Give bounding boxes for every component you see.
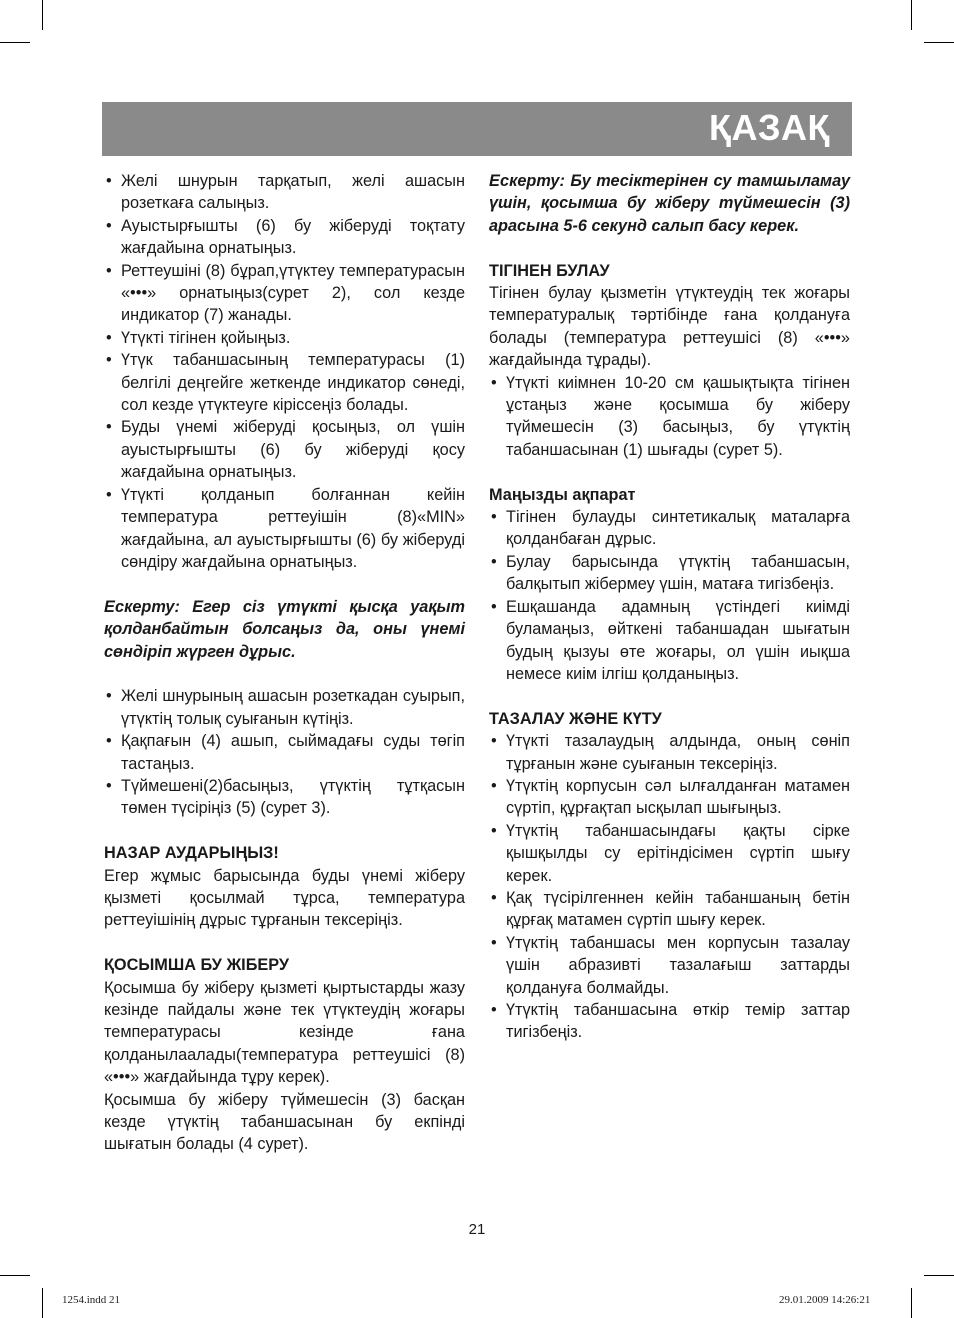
crop-mark <box>0 1275 30 1276</box>
vertical-steam-text: Тігінен булау қызметін үтүктеудің тек жоғары температуралық тәртібінде ғана қолдануға болады (температура реттеушісі (8) «•••» жағдайында тұрады). <box>489 284 850 370</box>
after-use-steps-list <box>104 685 465 819</box>
list-item: • Үтүкті киімнен 10-20 см қашықтықта тігінен ұстаңыз және қосымша бу жіберу түймешесін (3) басыңыз, бу үтүктің табаншасынан (1) шығады (сурет 5). <box>489 372 850 462</box>
crop-mark <box>0 42 30 43</box>
date-info: 29.01.2009 14:26:21 <box>779 1294 871 1306</box>
important-info-heading: Маңызды ақпарат <box>489 485 636 504</box>
list-item: • Булау барысында үтүктің табаншасын, балқытып жібермеу үшін, матаға тигізбеңіз. <box>489 551 850 596</box>
extra-steam-heading: ҚОСЫМША БУ ЖІБЕРУ <box>104 956 290 975</box>
file-info: 1254.indd 21 <box>62 1294 121 1306</box>
warning-note: Ескерту: Егер сіз үтүкті қысқа уақыт қолданбайтын болсаңыз да, оны үнемі сөндіріп жүрген дұрыс. <box>104 597 465 661</box>
list-item: • Үтүкті тазалаудың алдында, оның сөніп тұрғанын және суығанын тексеріңіз. <box>489 730 850 775</box>
list-item: • Үтүк табаншасының температурасы (1) белгілі деңгейге жеткенде индикатор сөнеді, сол кезде үтүктеуге кіріссеңіз болады. <box>104 349 465 416</box>
attention-heading: НАЗАР АУДАРЫҢЫЗ! <box>104 844 279 863</box>
cleaning-heading: ТАЗАЛАУ ЖӘНЕ КҮТУ <box>489 709 662 728</box>
list-item: • Қақ түсірілгеннен кейін табаншаның бетін құрғақ матамен сүртіп шығу керек. <box>489 887 850 932</box>
list-item: • Ешқашанда адамның үстіндегі киімді буламаңыз, өйткені табаншадан шығатын будың қызуы өте жоғары, ол үшін иықша немесе киім ілгіш қолданыңыз. <box>489 596 850 686</box>
list-item: • Желі шнурының ашасын розеткадан суырып, үтүктің толық суығанын күтіңіз. <box>104 685 465 730</box>
list-item: • Үтүктің табаншасындағы қақты сірке қышқылды су ерітіндісімен сүртіп шығу керек. <box>489 820 850 887</box>
usage-steps-list <box>104 170 465 573</box>
vertical-steam-list <box>489 372 850 462</box>
crop-mark <box>924 1275 954 1276</box>
crop-mark <box>911 1288 912 1318</box>
left-column <box>104 170 465 1156</box>
list-item: • Үтүкті тігінен қойыңыз. <box>104 327 465 349</box>
crop-mark <box>42 1288 43 1318</box>
list-item: • Желі шнурын тарқатып, желі ашасын розеткаға салыңыз. <box>104 170 465 215</box>
list-item: • Үтүктің табаншасы мен корпусын тазалау үшін абразивті тазалағыш заттарды қолдануға болмайды. <box>489 932 850 999</box>
page-number: 21 <box>468 1221 486 1238</box>
list-item: • Қақпағын (4) ашып, сыймадағы суды төгіп тастаңыз. <box>104 730 465 775</box>
right-column <box>489 170 850 1044</box>
list-item: • Үтүктің табаншасына өткір темір заттар тигізбеңіз. <box>489 999 850 1044</box>
warning-note: Ескерту: Бу тесіктерінен су тамшыламау үшін, қосымша бу жіберу түймешесін (3) арасына 5-6 секунд салып басу керек. <box>489 172 850 235</box>
list-item: • Үтүктің корпусын сәл ылғалданған матамен сүртіп, құрғақтап ысқылап шығыңыз. <box>489 775 850 820</box>
list-item: • Ауыстырғышты (6) бу жіберуді тоқтату жағдайына орнатыңыз. <box>104 215 465 260</box>
attention-text: Егер жұмыс барысында буды үнемі жіберу қызметі қосылмай тұрса, температура реттеуішінің дұрыс тұрғанын тексеріңіз. <box>104 866 465 930</box>
list-item: • Буды үнемі жіберуді қосыңыз, ол үшін ауыстырғышты (6) бу жіберуді қосу жағдайына орнатыңыз. <box>104 416 465 483</box>
list-item: • Реттеушіні (8) бұрап,үтүктеу температурасын «•••» орнатыңыз(сурет 2), сол кезде индикатор (7) жанады. <box>104 260 465 327</box>
cleaning-list <box>489 730 850 1044</box>
list-item: • Үтүкті қолданып болғаннан кейін температура реттеуішін (8)«MIN» жағдайына, ал ауыстырғышты (6) бу жіберуді сөндіру жағдайына орнатыңыз. <box>104 484 465 574</box>
important-info-list <box>489 506 850 685</box>
crop-mark <box>911 0 912 30</box>
crop-mark <box>924 42 954 43</box>
crop-mark <box>42 0 43 30</box>
list-item: • Тігінен булауды синтетикалық маталарға қолданбаған дұрыс. <box>489 506 850 551</box>
language-banner <box>102 102 852 156</box>
language-title: ҚАЗАҚ <box>709 107 830 148</box>
extra-steam-paragraph: Қосымша бу жіберу түймешесін (3) басқан кезде үтүктің табаншасынан бу екпінді шығатын болады (4 сурет). <box>104 1090 465 1154</box>
extra-steam-paragraph: Қосымша бу жіберу қызметі қыртыстарды жазу кезінде пайдалы және тек үтүктеудің жоғары температурасы кезінде ғана қолданылаалады(температура реттеушісі (8) «•••» жағдайында тұру керек). <box>104 978 465 1087</box>
list-item: • Түймешені(2)басыңыз, үтүктің тұтқасын төмен түсіріңіз (5) (сурет 3). <box>104 775 465 820</box>
vertical-steam-heading: ТІГІНЕН БУЛАУ <box>489 261 610 280</box>
